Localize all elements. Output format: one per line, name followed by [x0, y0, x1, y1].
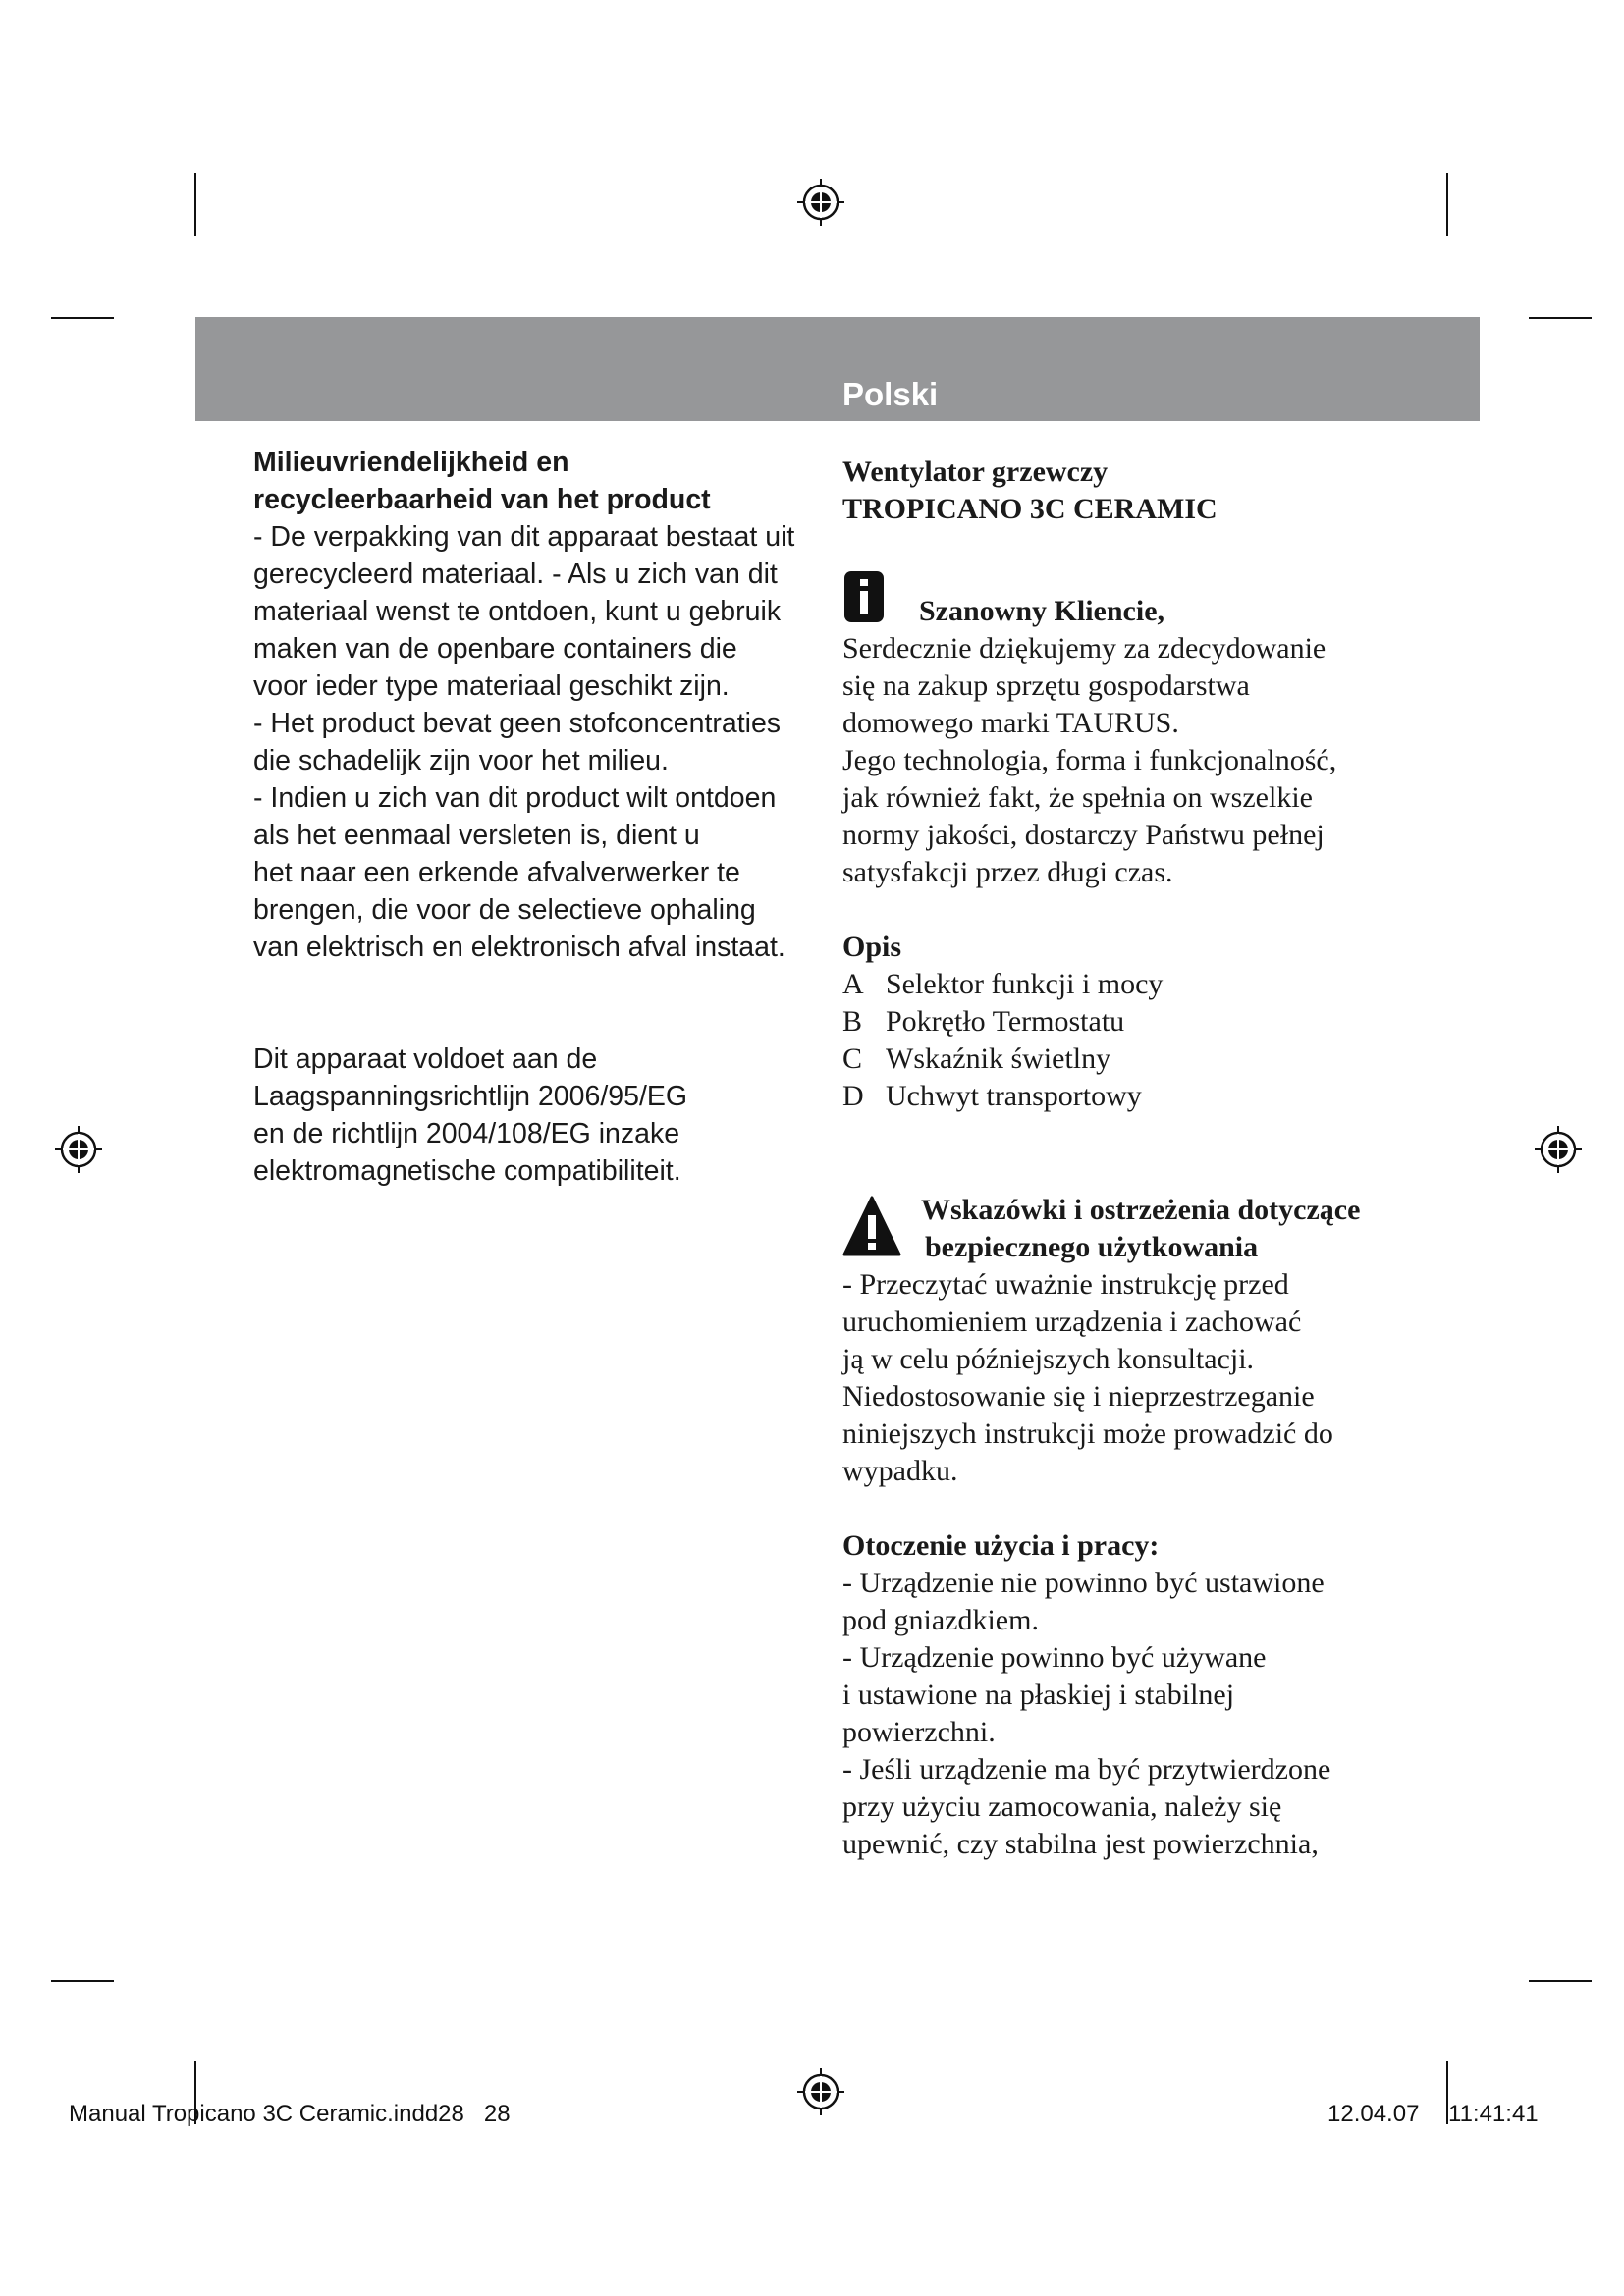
para1-line: gerecycleerd materiaal. - Als u zich van dit: [253, 559, 778, 590]
crop-mark-left-bottom: [51, 1980, 114, 1982]
product-name: TROPICANO 3C CERAMIC: [842, 493, 1218, 525]
product-type: Wentylator grzewczy: [842, 455, 1109, 488]
para1-line: materiaal wenst te ontdoen, kunt u gebruik: [253, 596, 782, 627]
greeting-line: Jego technologia, forma i funkcjonalność,: [842, 744, 1337, 776]
description-title: Opis: [842, 931, 902, 963]
crop-mark-right-top: [1529, 317, 1592, 319]
greeting-line: jak również fakt, że spełnia on wszelkie: [842, 781, 1313, 814]
environment-line: przy użyciu zamocowania, należy się: [842, 1790, 1282, 1823]
environment-heading-line1: Milieuvriendelijkheid en: [253, 447, 569, 478]
description-letter: B: [842, 1005, 863, 1038]
registration-mark-icon: [1535, 1126, 1582, 1173]
environment-line: upewnić, czy stabilna jest powierzchnia,: [842, 1828, 1319, 1860]
description-item: [842, 1003, 1392, 1041]
para3-line: brengen, die voor de selectieve ophaling: [253, 894, 756, 926]
greeting-line: Serdecznie dziękujemy za zdecydowanie: [842, 632, 1326, 665]
greeting-line: się na zakup sprzętu gospodarstwa: [842, 669, 1250, 702]
registration-mark-icon: [55, 1126, 102, 1173]
description-text: Selektor funkcji i mocy: [886, 968, 1164, 1000]
warning-icon: [842, 1196, 901, 1256]
crop-mark-right-bottom: [1529, 1980, 1592, 1982]
environment-line: i ustawione na płaskiej i stabilnej: [842, 1679, 1235, 1711]
para3-line: van elektrisch en elektronisch afval instaat.: [253, 932, 785, 963]
slug-date: 12.04.07: [1327, 2101, 1420, 2127]
crop-mark-top-left: [194, 173, 196, 236]
greeting-line: domowego marki TAURUS.: [842, 707, 1179, 739]
greeting-line: satysfakcji przez długi czas.: [842, 856, 1173, 888]
para3-line: het naar een erkende afvalverwerker te: [253, 857, 740, 888]
info-icon: [844, 571, 884, 622]
greeting-title: Szanowny Kliencie,: [919, 595, 1165, 627]
crop-mark-left-top: [51, 317, 114, 319]
slug-file-info: Manual Tropicano 3C Ceramic.indd28 28: [69, 2101, 511, 2127]
environment-line: - Urządzenie nie powinno być ustawione: [842, 1567, 1325, 1599]
environment-line: powierzchni.: [842, 1716, 996, 1748]
environment-line: pod gniazdkiem.: [842, 1604, 1039, 1636]
safety-line: - Przeczytać uważnie instrukcję przed: [842, 1268, 1289, 1301]
description-item: [842, 1041, 1392, 1078]
description-item: [842, 966, 1392, 1003]
description-text: Pokrętło Termostatu: [886, 1005, 1125, 1038]
registration-mark-icon: [797, 179, 844, 226]
environment-title: Otoczenie użycia i pracy:: [842, 1529, 1160, 1562]
safety-line: Niedostosowanie się i nieprzestrzeganie: [842, 1380, 1315, 1413]
compliance-line: Dit apparaat voldoet aan de: [253, 1043, 598, 1075]
environment-line: - Urządzenie powinno być używane: [842, 1641, 1267, 1674]
description-letter: A: [842, 968, 864, 1000]
left-column: [253, 444, 803, 1190]
description-item: [842, 1078, 1392, 1115]
greeting-line: normy jakości, dostarczy Państwu pełnej: [842, 819, 1325, 851]
para3-line: als het eenmaal versleten is, dient u: [253, 820, 700, 851]
registration-mark-icon: [797, 2068, 844, 2115]
description-text: Uchwyt transportowy: [886, 1080, 1142, 1112]
compliance-line: Laagspanningsrichtlijn 2006/95/EG: [253, 1081, 688, 1112]
para2-line: die schadelijk zijn voor het milieu.: [253, 745, 669, 776]
safety-line: niniejszych instrukcji może prowadzić do: [842, 1417, 1333, 1450]
para1-line: - De verpakking van dit apparaat bestaat uit: [253, 521, 795, 553]
safety-line: uruchomieniem urządzenia i zachować: [842, 1306, 1302, 1338]
description-letter: C: [842, 1042, 863, 1075]
compliance-line: en de richtlijn 2004/108/EG inzake: [253, 1118, 680, 1149]
description-text: Wskaźnik świetlny: [886, 1042, 1111, 1075]
safety-title-line1: Wskazówki i ostrzeżenia dotyczące: [921, 1194, 1361, 1226]
compliance-line: elektromagnetische compatibiliteit.: [253, 1155, 681, 1187]
environment-heading-line2: recycleerbaarheid van het product: [253, 484, 711, 515]
language-header-band: [195, 317, 1480, 421]
crop-mark-top-right: [1446, 173, 1448, 236]
slug-time: 11:41:41: [1448, 2101, 1539, 2127]
para3-line: - Indien u zich van dit product wilt ontdoen: [253, 782, 777, 814]
safety-line: ją w celu późniejszych konsultacji.: [842, 1343, 1255, 1375]
para1-line: maken van de openbare containers die: [253, 633, 737, 665]
safety-title-line2: bezpiecznego użytkowania: [925, 1231, 1259, 1263]
para2-line: - Het product bevat geen stofconcentraties: [253, 708, 782, 739]
para1-line: voor ieder type materiaal geschikt zijn.: [253, 670, 730, 702]
language-title: Polski: [842, 376, 939, 412]
safety-line: wypadku.: [842, 1455, 958, 1487]
environment-line: - Jeśli urządzenie ma być przytwierdzone: [842, 1753, 1331, 1786]
description-letter: D: [842, 1080, 864, 1112]
right-column: [842, 454, 1392, 1863]
